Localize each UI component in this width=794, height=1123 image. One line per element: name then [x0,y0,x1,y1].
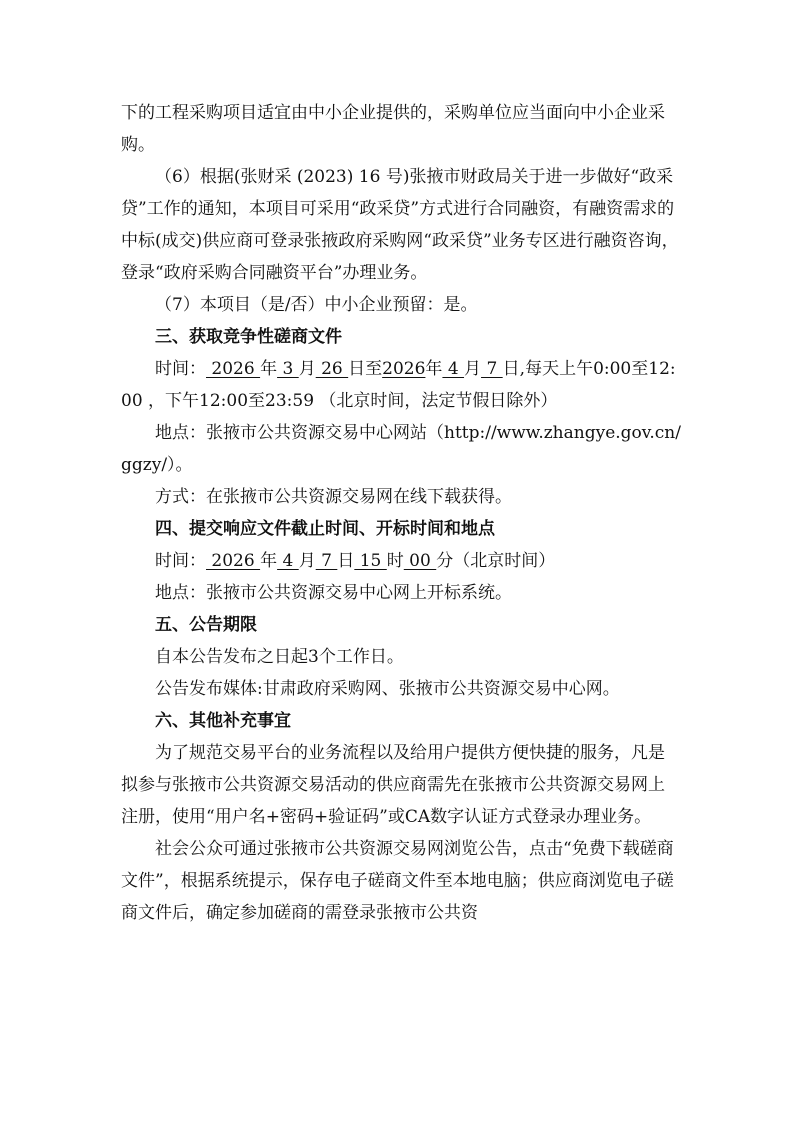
unit-month: 月 [298,359,316,379]
paragraph-item-6: （6）根据(张财采 (2023) 16 号)张掖市财政局关于进一步做好“政采贷”工作的通知，本项目可采用“政采贷”方式进行合同融资，有融资需求的中标(成交)供应商可登录张掖政府采购网“政采贷”业务专区进行融资咨询，登录“政府采购合同融资平台”办理业务。 [121,167,679,283]
section-6-heading: 六、其他补充事宜 [155,711,291,731]
unit-year: 年 [260,359,278,379]
section-3-place: 地点：张掖市公共资源交易中心网站（http://www.zhangye.gov.cn/ggzy/）。 [121,423,681,475]
unit-minute-tail: 分（北京时间） [436,551,556,571]
paragraph-sme-continuation: 下的工程采购项目适宜由中小企业提供的，采购单位应当面向中小企业采购。 [121,103,665,155]
end-year: 2026 [382,359,426,379]
unit-month-2: 月 [464,359,482,379]
unit-month: 月 [298,551,316,571]
section-5-media: 公告发布媒体:甘肃政府采购网、张掖市公共资源交易中心网。 [155,679,620,699]
time-label: 时间： [155,359,206,379]
section-3-method: 方式：在张掖市公共资源交易网在线下载获得。 [155,487,512,507]
unit-hour: 时 [386,551,404,571]
start-month: 3 [277,359,299,379]
time-tail: 日,每天上午0:00至12:00 ，下午12:00至23:59 （北京时间，法定节假日除外） [121,359,676,411]
start-day: 26 [315,359,349,379]
section-6-paragraph-2: 社会公众可通过张掖市公共资源交易网浏览公告，点击“免费下载磋商文件”，根据系统提示，保存电子磋商文件至本地电脑；供应商浏览电子磋商文件后，确定参加磋商的需登录张掖市公共资 [121,839,674,923]
section-5-heading: 五、公告期限 [155,615,257,635]
unit-year-2: 年 [425,359,443,379]
time-label: 时间： [155,551,206,571]
unit-year: 年 [260,551,278,571]
section-6-paragraph-1: 为了规范交易平台的业务流程以及给用户提供方便快捷的服务，凡是拟参与张掖市公共资源交易活动的供应商需先在张掖市公共资源交易网上注册，使用“用户名+密码+验证码”或CA数字认证方式登录办理业务。 [121,743,665,827]
unit-day-to: 日至 [348,359,383,379]
deadline-month: 4 [277,551,299,571]
deadline-day: 7 [315,551,338,571]
paragraph-item-7: （7）本项目（是/否）中小企业预留：是。 [155,295,478,315]
deadline-hour: 15 [354,551,387,571]
end-month: 4 [442,359,465,379]
deadline-year: 2026 [206,551,261,571]
section-4-place: 地点：张掖市公共资源交易中心网上开标系统。 [155,583,512,603]
start-year: 2026 [206,359,261,379]
unit-day: 日 [337,551,355,571]
section-3-time [121,353,681,417]
section-3-heading: 三、获取竞争性磋商文件 [155,327,342,347]
document-body [121,97,681,929]
section-4-time [121,545,681,577]
section-4-heading: 四、提交响应文件截止时间、开标时间和地点 [155,519,495,539]
end-day: 7 [481,359,503,379]
section-5-period: 自本公告发布之日起3个工作日。 [155,647,404,667]
deadline-minute: 00 [403,551,437,571]
